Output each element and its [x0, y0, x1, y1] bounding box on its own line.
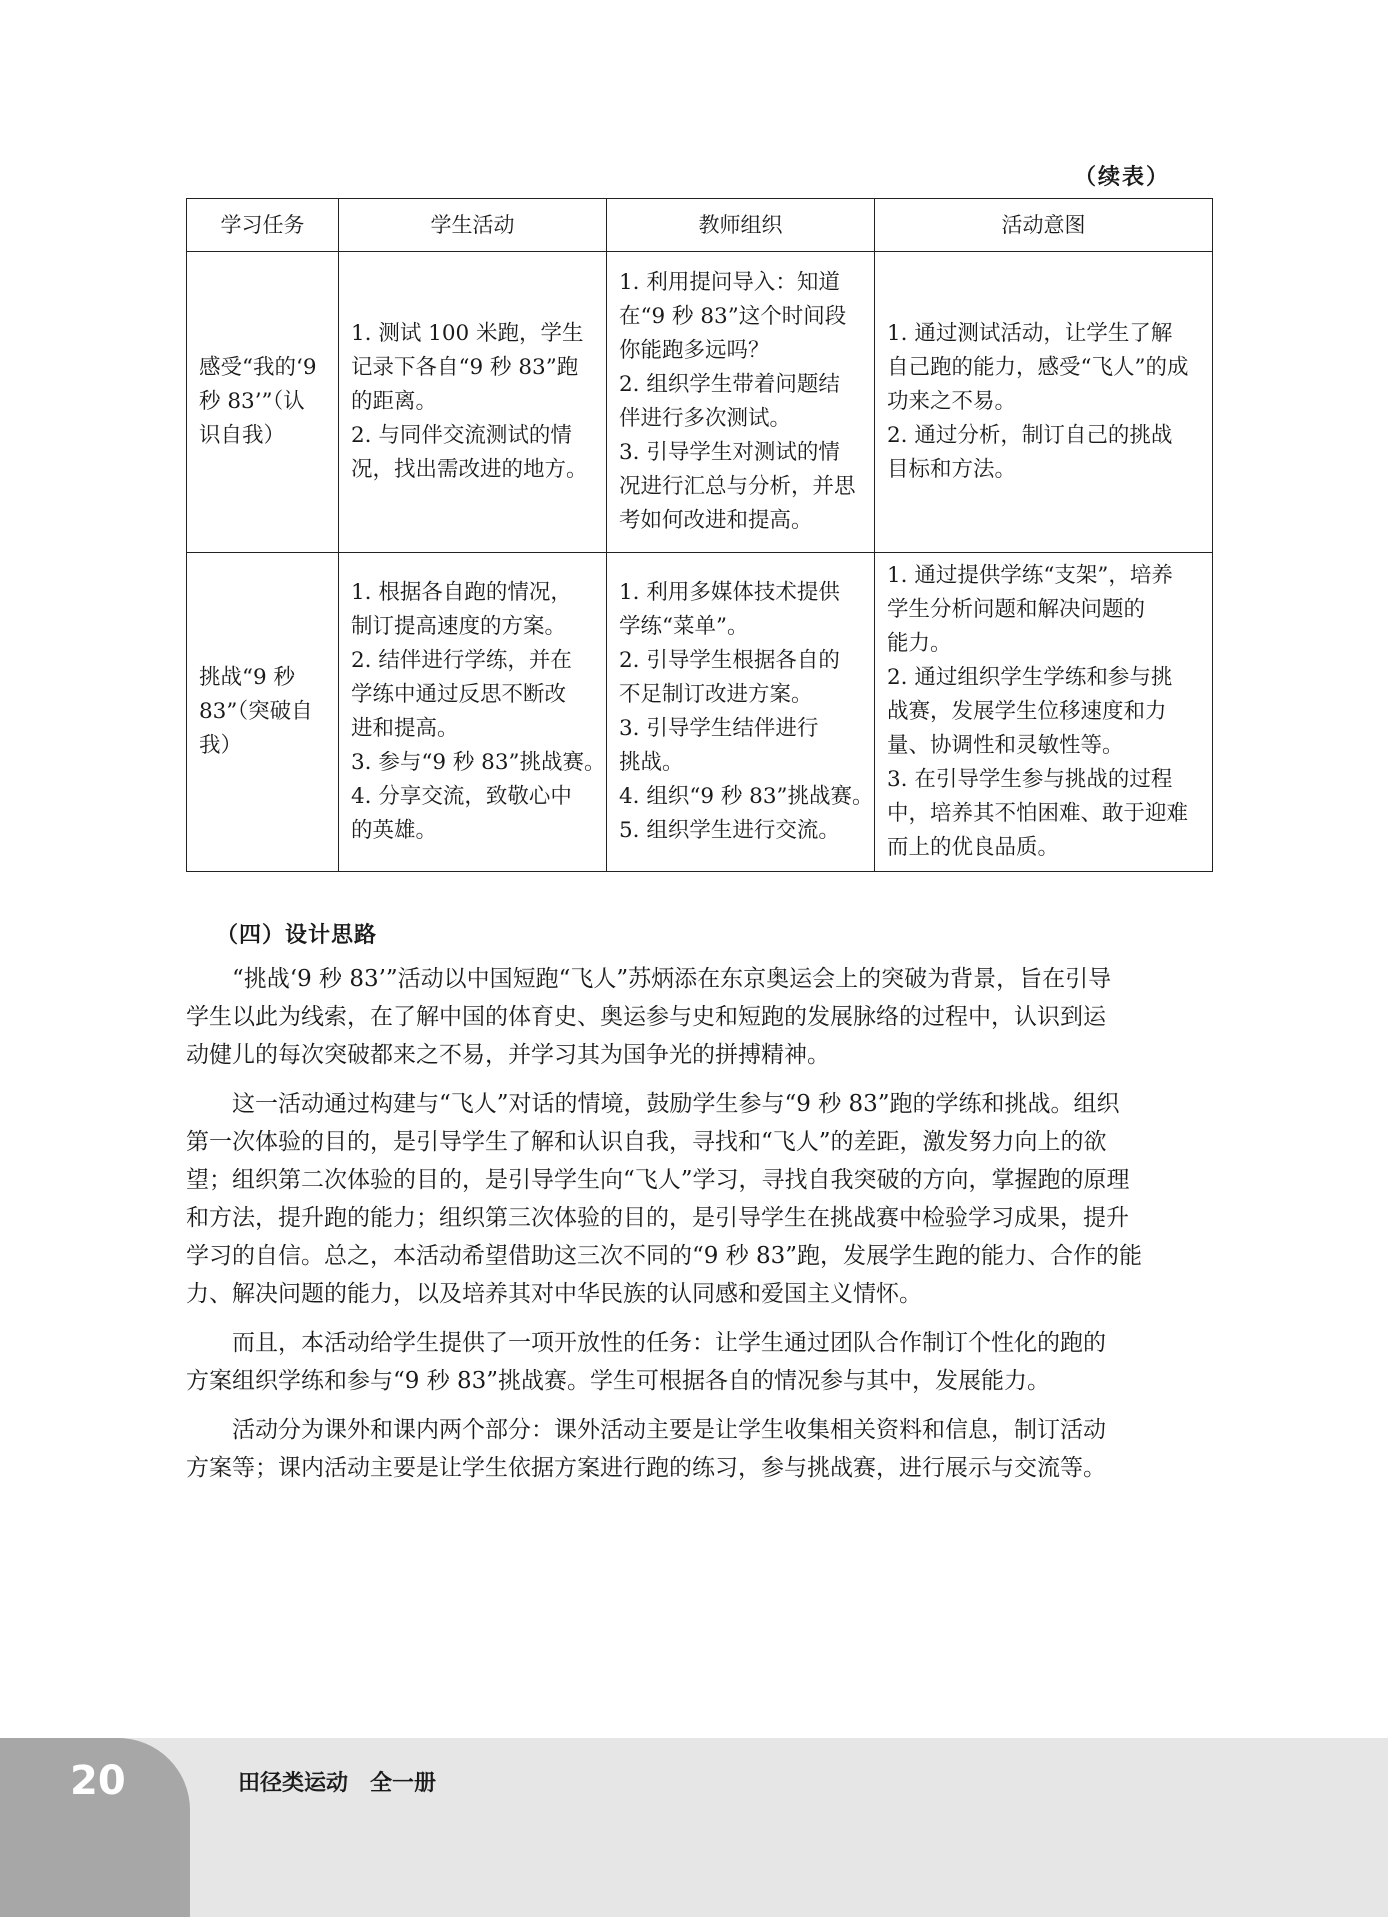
cell-activity-intent — [875, 252, 1213, 553]
text-line: “挑战‘9 秒 83’”活动以中国短跑“飞人”苏炳添在东京奥运会上的突破为背景，旨在引导 — [232, 966, 1112, 992]
cell-line: 我） — [199, 733, 243, 758]
header-task: 学习任务 — [187, 199, 339, 252]
cell-task — [187, 252, 339, 553]
text-line: 望；组织第二次体验的目的，是引导学生向“飞人”学习，寻找自我突破的方向，掌握跑的原理 — [186, 1167, 1130, 1193]
cell-line: 伴进行多次测试。 — [619, 406, 792, 431]
cell-line: 识自我） — [199, 423, 286, 448]
footer-bar — [0, 1738, 1388, 1917]
cell-line: 能力。 — [887, 631, 952, 656]
cell-teacher-organization — [607, 252, 875, 553]
cell-line: 1. 利用提问导入：知道 — [619, 270, 840, 295]
cell-line: 而上的优良品质。 — [887, 835, 1060, 860]
cell-line: 学练中通过反思不断改 — [351, 682, 567, 707]
cell-line: 况进行汇总与分析，并思 — [619, 474, 856, 499]
cell-line: 你能跑多远吗？ — [619, 338, 770, 363]
cell-line: 2. 组织学生带着问题结 — [619, 372, 840, 397]
paragraph — [186, 960, 1212, 1074]
cell-line: 在“9 秒 83”这个时间段 — [619, 304, 847, 329]
text-line: 力、解决问题的能力，以及培养其对中华民族的认同感和爱国主义情怀。 — [186, 1281, 922, 1307]
header-student-activity: 学生活动 — [339, 199, 607, 252]
cell-line: 1. 利用多媒体技术提供 — [619, 580, 840, 605]
text-line: 活动分为课外和课内两个部分：课外活动主要是让学生收集相关资料和信息，制订活动 — [232, 1417, 1106, 1443]
text-line: 方案等；课内活动主要是让学生依据方案进行跑的练习，参与挑战赛，进行展示与交流等。 — [186, 1455, 1106, 1481]
cell-line: 中，培养其不怕困难、敢于迎难 — [887, 801, 1189, 826]
cell-line: 考如何改进和提高。 — [619, 508, 813, 533]
body-text — [186, 960, 1212, 1498]
cell-line: 3. 在引导学生参与挑战的过程 — [887, 767, 1173, 792]
cell-line: 秒 83’”（认 — [199, 389, 305, 414]
cell-student-activity — [339, 553, 607, 872]
section-title: （四）设计思路 — [216, 923, 378, 948]
cell-student-activity — [339, 252, 607, 553]
paragraph — [186, 1411, 1212, 1487]
paragraph — [186, 1324, 1212, 1400]
cell-line: 4. 分享交流，致敬心中 — [351, 784, 572, 809]
header-activity-intent: 活动意图 — [875, 199, 1213, 252]
cell-line: 3. 参与“9 秒 83”挑战赛。 — [351, 750, 606, 775]
text-line: 学习的自信。总之，本活动希望借助这三次不同的“9 秒 83”跑，发展学生跑的能力、合作的能 — [186, 1243, 1143, 1269]
cell-line: 量、协调性和灵敏性等。 — [887, 733, 1124, 758]
cell-line: 进和提高。 — [351, 716, 459, 741]
cell-line: 学生分析问题和解决问题的 — [887, 597, 1146, 622]
cell-line: 挑战“9 秒 — [199, 665, 296, 690]
cell-line: 4. 组织“9 秒 83”挑战赛。 — [619, 784, 874, 809]
cell-line: 感受“我的‘9 — [199, 355, 317, 380]
table-header-row — [187, 199, 1213, 252]
page-number: 20 — [70, 1758, 126, 1804]
text-line: 这一活动通过构建与“飞人”对话的情境，鼓励学生参与“9 秒 83”跑的学练和挑战。组织 — [232, 1091, 1120, 1117]
cell-line: 2. 与同伴交流测试的情 — [351, 423, 572, 448]
continued-label: （续表） — [1073, 165, 1170, 190]
activity-plan-table — [186, 198, 1213, 872]
cell-line: 战赛，发展学生位移速度和力 — [887, 699, 1167, 724]
text-line: 学生以此为线索，在了解中国的体育史、奥运参与史和短跑的发展脉络的过程中，认识到运 — [186, 1004, 1106, 1030]
cell-line: 3. 引导学生对测试的情 — [619, 440, 840, 465]
cell-line: 功来之不易。 — [887, 389, 1017, 414]
cell-line: 自己跑的能力，感受“飞人”的成 — [887, 355, 1189, 380]
cell-line: 3. 引导学生结伴进行 — [619, 716, 819, 741]
text-line: 而且，本活动给学生提供了一项开放性的任务：让学生通过团队合作制订个性化的跑的 — [232, 1330, 1106, 1356]
cell-line: 目标和方法。 — [887, 457, 1017, 482]
cell-line: 1. 测试 100 米跑，学生 — [351, 321, 584, 346]
text-line: 第一次体验的目的，是引导学生了解和认识自我，寻找和“飞人”的差距，激发努力向上的欲 — [186, 1129, 1107, 1155]
cell-line: 挑战。 — [619, 750, 684, 775]
cell-line: 2. 引导学生根据各自的 — [619, 648, 840, 673]
book-title: 田径类运动 全一册 — [238, 1771, 437, 1796]
cell-line: 记录下各自“9 秒 83”跑 — [351, 355, 579, 380]
cell-activity-intent — [875, 553, 1213, 872]
cell-line: 1. 通过测试活动，让学生了解 — [887, 321, 1173, 346]
cell-teacher-organization — [607, 553, 875, 872]
table-row — [187, 252, 1213, 553]
cell-line: 1. 根据各自跑的情况， — [351, 580, 572, 605]
text-line: 方案组织学练和参与“9 秒 83”挑战赛。学生可根据各自的情况参与其中，发展能力。 — [186, 1368, 1051, 1394]
header-teacher-organization: 教师组织 — [607, 199, 875, 252]
cell-line: 学练“菜单”。 — [619, 614, 749, 639]
cell-task — [187, 553, 339, 872]
cell-line: 2. 结伴进行学练，并在 — [351, 648, 572, 673]
cell-line: 2. 通过组织学生学练和参与挑 — [887, 665, 1173, 690]
cell-line: 的距离。 — [351, 389, 438, 414]
cell-line: 制订提高速度的方案。 — [351, 614, 567, 639]
text-line: 动健儿的每次突破都来之不易，并学习其为国争光的拼搏精神。 — [186, 1042, 830, 1068]
cell-line: 的英雄。 — [351, 818, 438, 843]
cell-line: 不足制订改进方案。 — [619, 682, 813, 707]
cell-line: 1. 通过提供学练“支架”，培养 — [887, 563, 1173, 588]
text-line: 和方法，提升跑的能力；组织第三次体验的目的，是引导学生在挑战赛中检验学习成果，提升 — [186, 1205, 1129, 1231]
cell-line: 况，找出需改进的地方。 — [351, 457, 588, 482]
cell-line: 5. 组织学生进行交流。 — [619, 818, 840, 843]
cell-line: 2. 通过分析，制订自己的挑战 — [887, 423, 1173, 448]
paragraph — [186, 1085, 1212, 1313]
table-row — [187, 553, 1213, 872]
cell-line: 83”（突破自 — [199, 699, 313, 724]
